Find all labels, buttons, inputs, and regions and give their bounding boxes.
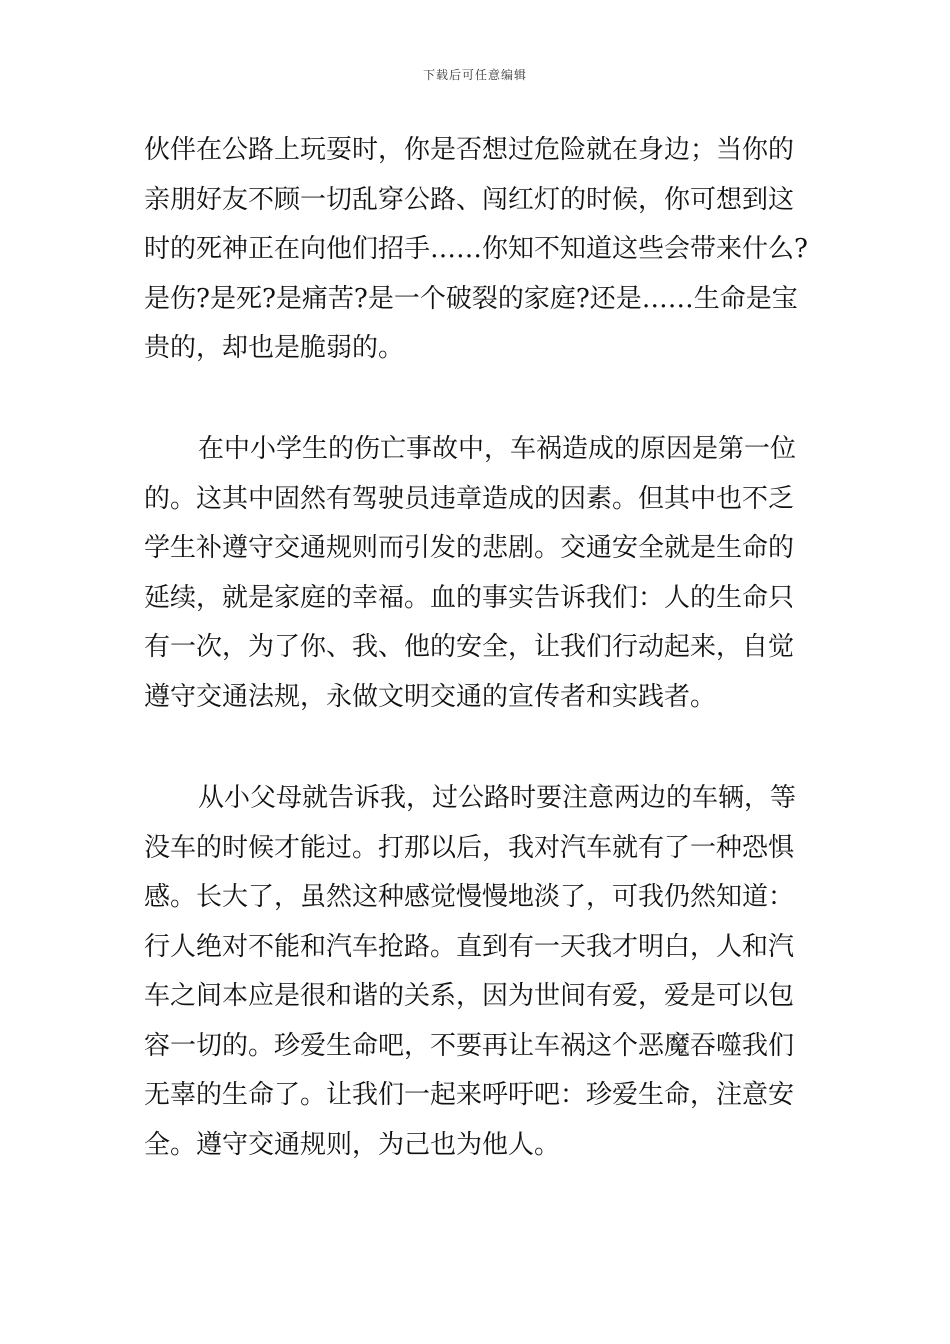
paragraph-line: 是伤?是死?是痛苦?是一个破裂的家庭?还是……生命是宝 [144,283,798,314]
paragraph-line: 容一切的。珍爱生命吧，不要再让车祸这个恶魔吞噬我们 [144,1030,795,1061]
paragraph-line: 贵的，却也是脆弱的。 [144,333,405,363]
paragraph-line: 时的死神正在向他们招手……你知不知道这些会带来什么? [144,234,808,264]
paragraph-line: 感。长大了，虽然这种感觉慢慢地淡了，可我仍然知道： [144,882,795,912]
paragraph-line: 没车的时候才能过。打那以后，我对汽车就有了一种恐惧 [144,832,795,863]
paragraph-line: 无辜的生命了。让我们一起来呼吁吧：珍爱生命，注意安 [144,1080,795,1110]
paragraph-line: 有一次，为了你、我、他的安全，让我们行动起来，自觉 [144,632,795,662]
paragraph-2 [144,425,809,722]
paragraph-line: 延续，就是家庭的幸福。血的事实告诉我们：人的生命只 [144,582,795,613]
paragraph-line: 学生补遵守交通规则而引发的悲剧。交通安全就是生命的 [144,533,795,563]
page-header-note: 下载后可任意编辑 [422,68,527,82]
paragraph-line: 从小父母就告诉我，过公路时要注意两边的车辆，等 [198,783,797,813]
paragraph-line: 遵守交通法规，永做文明交通的宣传者和实践者。 [144,681,717,712]
paragraph-line: 在中小学生的伤亡事故中，车祸造成的原因是第一位 [198,434,797,464]
paragraph-line: 车之间本应是很和谐的关系，因为世间有爱，爱是可以包 [144,981,795,1011]
paragraph-line: 全。遵守交通规则，为己也为他人。 [144,1129,561,1160]
paragraph-line: 亲朋好友不顾一切乱穿公路、闯红灯的时候，你可想到这 [144,184,795,215]
paragraph-1 [144,126,809,374]
paragraph-3 [144,774,809,1170]
paragraph-line: 行人绝对不能和汽车抢路。直到有一天我才明白，人和汽 [144,931,795,962]
paragraph-line: 伙伴在公路上玩耍时，你是否想过危险就在身边；当你的 [144,135,795,165]
paragraph-line: 的。这其中固然有驾驶员违章造成的因素。但其中也不乏 [144,483,795,514]
